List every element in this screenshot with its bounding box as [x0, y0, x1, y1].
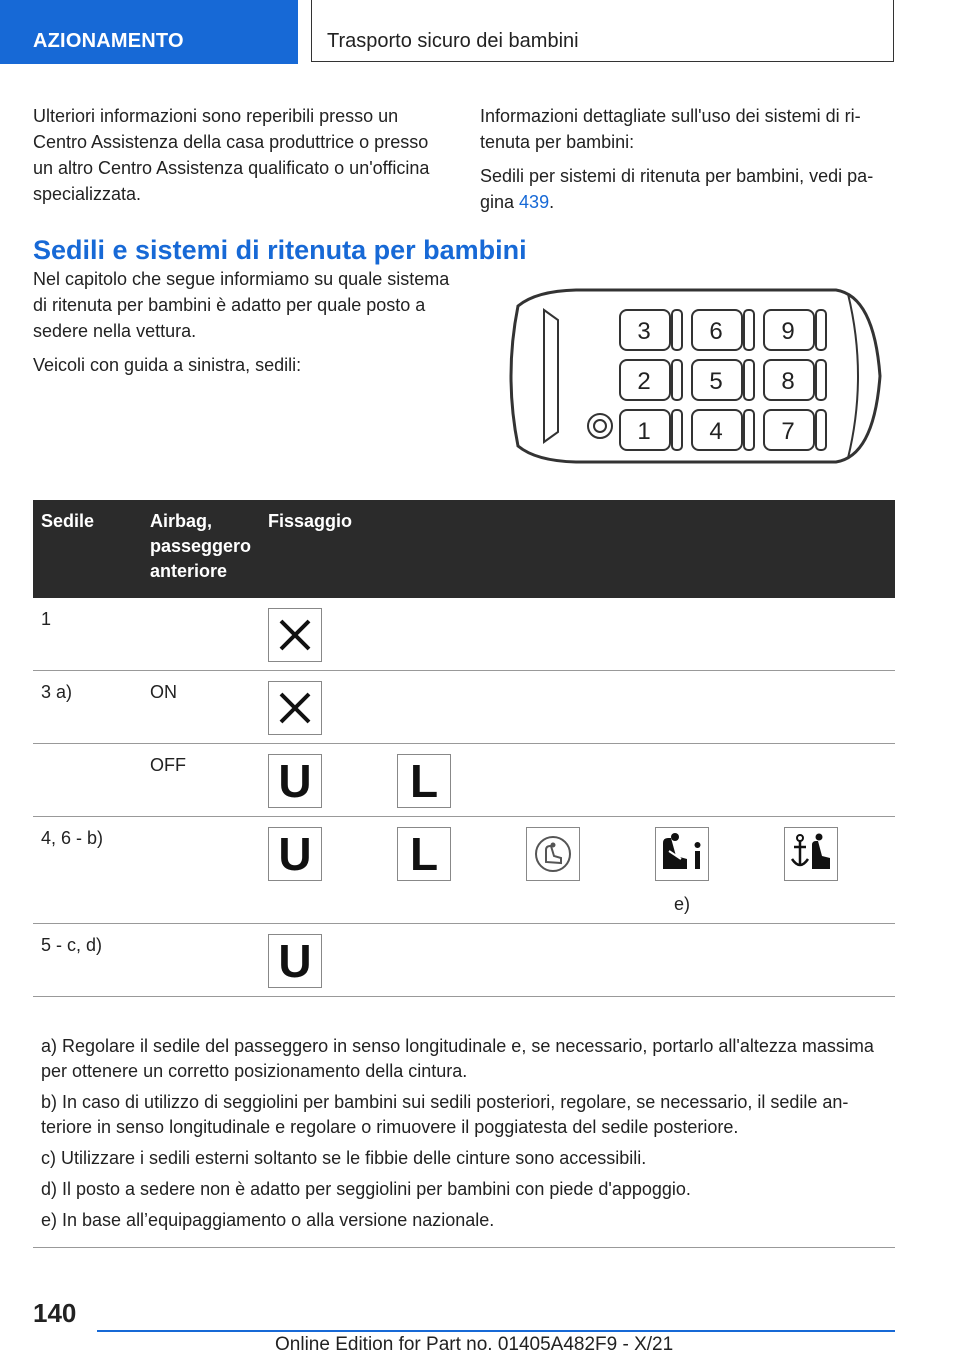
seat-1 [620, 410, 682, 450]
seat-number: 4 [709, 418, 723, 445]
paragraph [480, 163, 895, 215]
l-letter: L [409, 828, 439, 880]
universal-u-icon [268, 754, 322, 808]
paragraph: Informazioni dettagliate sull'uso dei sistemi di ritenuta per bambini: [480, 106, 861, 152]
universal-u-icon [268, 827, 322, 881]
table-footnotes [33, 1026, 895, 1248]
fixing-cell [260, 744, 895, 817]
seat-number: 6 [709, 318, 723, 345]
header-fixing: Fissaggio [260, 500, 895, 598]
header-title-box [311, 0, 894, 62]
table-row [33, 924, 895, 997]
seat-cell: 5 - c, d) [33, 924, 142, 997]
footer-text: Online Edition for Part no. 01405A482F9 - X/21 [275, 1334, 674, 1355]
fixing-cell [260, 817, 895, 924]
seat-number: 5 [709, 368, 723, 395]
section-label: AZIONAMENTO [33, 30, 184, 52]
seat-number: 3 [637, 318, 651, 345]
icon-wrap [268, 827, 322, 915]
table-header-row [33, 500, 895, 598]
footnote: d) Il posto a sedere non è adatto per seggiolini per bambini con piede d'appoggio. [41, 1179, 691, 1199]
paragraph: Veicoli con guida a sinistra, sedili: [33, 355, 302, 375]
page-number: 140 [33, 1298, 77, 1328]
seat-layout-diagram [496, 286, 896, 466]
u-letter: U [278, 828, 312, 880]
airbag-cell [142, 924, 260, 997]
icon-wrap [784, 827, 838, 915]
icon-wrap [397, 827, 451, 915]
header-seat: Sedile [33, 500, 142, 598]
seat-number: 2 [637, 368, 651, 395]
text: . [549, 192, 555, 212]
seat-number: 1 [637, 418, 651, 445]
seat-4 [692, 410, 754, 450]
seat-cell: 1 [33, 598, 142, 671]
airbag-cell [142, 817, 260, 924]
table-row [33, 744, 895, 817]
footnote: a) Regolare il sedile del passeggero in senso longitudinale e, se necessario, portarlo all'altezza massima per ottenere un corretto posizionamento della cintura. [41, 1036, 874, 1081]
seat-cell [33, 744, 142, 817]
seat-7 [764, 410, 826, 450]
airbag-cell: ON [142, 671, 260, 744]
seat-cell: 4, 6 - b) [33, 817, 142, 924]
table-row [33, 598, 895, 671]
seat-cell: 3 a) [41, 682, 73, 702]
cross-icon [268, 681, 322, 735]
u-letter: U [278, 935, 312, 987]
footnote: e) In base all’equipaggiamento o alla versione nazionale. [41, 1210, 495, 1230]
seat-number: 9 [781, 318, 795, 345]
l-icon [397, 754, 451, 808]
seat-9 [764, 310, 826, 350]
l-letter: L [409, 755, 439, 807]
seat-6 [692, 310, 754, 350]
fixing-cell [260, 671, 895, 744]
fixing-cell [260, 598, 895, 671]
l-icon [397, 827, 451, 881]
footnote: c) Utilizzare i sedili esterni soltanto se le fibbie delle cinture sono accessibili. [41, 1148, 647, 1168]
seat-5 [692, 360, 754, 400]
u-letter: U [278, 755, 312, 807]
airbag-cell: OFF [142, 744, 260, 817]
isofix-anchor-icon [784, 827, 838, 881]
child-seat-table [33, 500, 895, 997]
cross-icon [268, 608, 322, 662]
top-right-text [480, 103, 895, 223]
paragraph: Nel capitolo che segue informiamo su quale sistema di ritenuta per bambini è adatto per quale posto a sedere nella vettura. [33, 269, 450, 341]
fixing-cell [260, 924, 895, 997]
airbag-cell [142, 598, 260, 671]
section-tab [0, 0, 298, 64]
universal-u-icon [268, 934, 322, 988]
seat-3 [620, 310, 682, 350]
page-link[interactable]: 439 [519, 192, 550, 212]
table-row [33, 817, 895, 924]
paragraph: Ulteriori informazioni sono reperibili presso un Centro Assistenza della casa produttrice o presso un altro Centro Assistenza qualificato o un'officina specializzata. [33, 106, 430, 204]
text: Sedili per sistemi di ritenuta per bambini, vedi pagina [480, 166, 874, 212]
footnote: b) In caso di utilizzo di seggiolini per bambini sui sedili posteriori, regolare, se necessario, il sedile anteriore in senso longitudinale e regolare o rimuovere il poggiatesta del sedile posteriore. [41, 1092, 849, 1137]
i-size-seat-icon [526, 827, 580, 881]
icon-wrap [655, 827, 709, 915]
seat-2 [620, 360, 682, 400]
table-row [33, 671, 895, 744]
top-left-text [33, 103, 453, 215]
intro-text [33, 266, 453, 386]
footer-divider [97, 1330, 895, 1332]
child-seat-info-icon [655, 827, 709, 881]
page-title: Trasporto sicuro dei bambini [327, 30, 579, 52]
header-airbag: Airbag, passeggero anteriore [142, 500, 260, 598]
icon-wrap [526, 827, 580, 915]
seat-number: 7 [781, 418, 795, 445]
section-title: Sedili e sistemi di ritenuta per bambini [33, 235, 527, 265]
seat-number: 8 [781, 368, 795, 395]
icon-note: e) [673, 894, 690, 914]
seat-8 [764, 360, 826, 400]
